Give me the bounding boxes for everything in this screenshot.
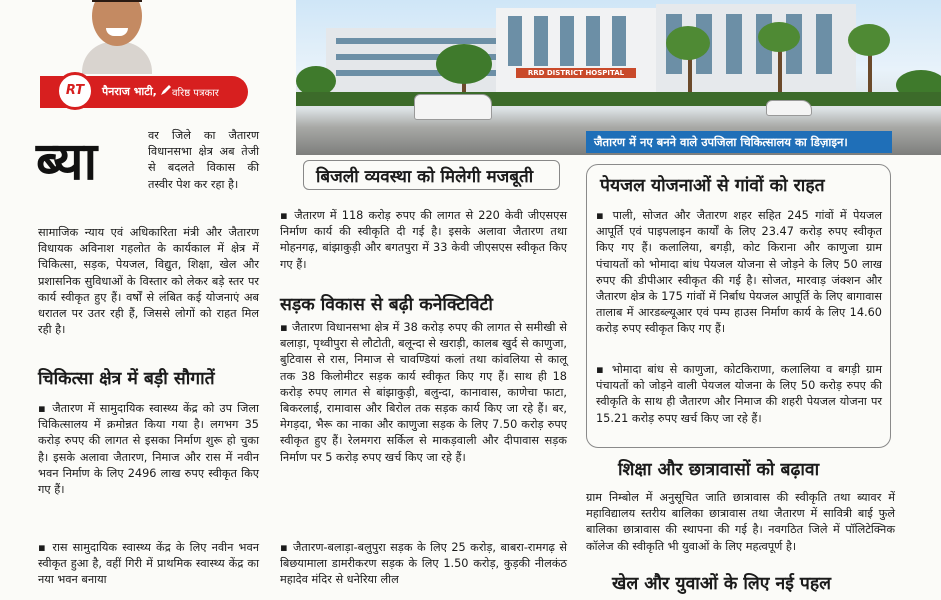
shiksha-heading: शिक्षा और छात्रावासों को बढ़ावा (618, 460, 820, 480)
hospital-sign: RRD DISTRICT HOSPITAL (516, 68, 636, 78)
reporter-photo (82, 0, 152, 74)
pen-icon (160, 84, 172, 96)
chikitsa-paragraph-1: ▪ जैतारण में सामुदायिक स्वास्थ्य केंद्र को उप जिला चिकित्सालय में क्रमोन्नत किया गया है। लगभग 35 करोड़ रुपए की लागत से इसका निर्माण शुरू हो चुका है। इसके अलावा जैतारण, निमाज और रास में नवीन भवन निर्माण के लिए 2496 लाख रुपए स्वीकृत किए गए हैं। (38, 402, 259, 497)
khel-heading: खेल और युवाओं के लिए नई पहल (612, 574, 832, 594)
chikitsa-heading: चिकित्सा क्षेत्र में बड़ी सौगातें (38, 369, 215, 389)
publication-logo: RT (56, 72, 94, 110)
bijli-paragraph: ▪ जैतारण में 118 करोड़ रुपए की लागत से 220 केवी जीएसएस निर्माण कार्य की स्वीकृति दी गई है। इसके अलावा जैतारण तथा मोहनगढ़, बांझाकुड़ी और बगतपुरा में 33 केवी जीएसएस स्वीकृत किए गए हैं। (280, 209, 567, 271)
shiksha-paragraph: ग्राम निम्बोल में अनुसूचित जाति छात्रावास की स्वीकृति तथा ब्यावर में महाविद्यालय स्तरीय बालिका छात्रावास तथा जैतारण में सावित्री बाई फुले बालिका छात्रावास की स्थापना की गई है। नवगठित जिले में पॉलिटेक्निक कॉलेज की स्वीकृति भी युवाओं के लिए महत्वपूर्ण है। (586, 491, 895, 553)
peyjal-heading: पेयजल योजनाओं से गांवों को राहत (600, 176, 825, 196)
reporter-name: पैनराज भाटी, (102, 85, 157, 98)
lead-paragraph-rest: सामाजिक न्याय एवं अधिकारिता मंत्री और जैतारण विधायक अविनाश गहलोत के कार्यकाल में क्षेत्र में चिकित्सा, सड़क, पेयजल, विद्युत, शिक्षा, खेल और प्रशासनिक सुविधाओं के विस्तार को लेकर बड़े स्तर पर कार्य स्वीकृत हुए हैं। वर्षों से लंबित कई योजनाएं अब धरातल पर उतर रही हैं, जिससे लोगों को राहत मिल रही है। (38, 226, 259, 337)
dropcap: ब्या (36, 131, 98, 192)
sadak-heading: सड़क विकास से बढ़ी कनेक्टिविटी (280, 295, 493, 315)
sadak-paragraph-2: ▪ जैतारण-बलाड़ा-बलुपुरा सड़क के लिए 25 करोड़, बाबरा-रामगढ़ से बिछयामाला डामरीकरण सड़क के लिए 1.50 करोड़, कुड़की नीलकंठ महादेव मंदिर से धनेरिया लील (280, 541, 567, 587)
photo-caption: जैतारण में नए बनने वाले उपजिला चिकित्सालय का डिज़ाइन। (586, 131, 892, 153)
lead-paragraph-start: वर जिले का जैतारण विधानसभा क्षेत्र अब तेजी से बदलते विकास की तस्वीर पेश कर रहा है। (148, 129, 259, 191)
peyjal-paragraph-1: ▪ पाली, सोजत और जैतारण शहर सहित 245 गांवों में पेयजल आपूर्ति एवं पाइपलाइन कार्यों के लिए 23.47 करोड़ रुपए स्वीकृत किए गए हैं। कलालिया, बगड़ी, कोट किराना और काणुजा ग्राम पंचायतों को भोमादा बांध पेयजल योजना से जोड़ने के लिए 50 लाख रुपए की डीपीआर स्वीकृत की गई है। सोजत, मारवाड़ जंक्शन और जैतारण क्षेत्र के 175 गांवों में निर्बाध पेयजल आपूर्ति के लिए बागावास तालाब में आरडब्ल्यूआर एवं पम्प हाउस निर्माण कार्य के लिए 14.60 करोड़ रुपए स्वीकृत किए गए हैं। (596, 209, 882, 336)
peyjal-paragraph-2: ▪ भोमादा बांध से काणुजा, कोटकिराणा, कलालिया व बगड़ी ग्राम पंचायतों को जोड़ने वाली पेयजल योजना के लिए 50 करोड़ रुपए की स्वीकृति के साथ ही जैतारण और निमाज की शहरी पेयजल योजना पर 15.21 करोड़ रुपए खर्च किए जा रहे हैं। (596, 363, 882, 425)
chikitsa-paragraph-2: ▪ रास सामुदायिक स्वास्थ्य केंद्र के लिए नवीन भवन स्वीकृत हुआ है, वहीं गिरी में प्राथमिक स्वास्थ्य केंद्र का नया भवन बनाया (38, 541, 259, 587)
sadak-paragraph-1: ▪ जैतारण विधानसभा क्षेत्र में 38 करोड़ रुपए की लागत से समीखी से बलाड़ा, पृथ्वीपुरा से लौटोती, बलून्दा से खराड़ी, कालब खुर्द से काणुजा, बुटिवास से रास, निमाज से चावण्डियां कलां तथा कांवलिया से कालू तक 38 किलोमीटर सड़क कार्य स्वीकृत किए गए हैं। साथ ही 18 करोड़ रुपए लागत से बांझाकुड़ी, बलुन्दा, कानावास, काणेचा फाटा, बिकरलाई, रामावास और बिरोल तक सड़क कार्य किए जा रहे हैं। बर, मेगड़दा, भैरू का नाका और काणुजा सड़क के लिए 7.50 करोड़ रुपए स्वीकृत हुए हैं। रेलमगरा सर्किल से माकड़वाली और दीपावास सड़क निर्माण पर 5 करोड़ रुपए खर्च किए जा रहे हैं। (280, 321, 567, 464)
reporter-role: वरिष्ठ पत्रकार (172, 88, 219, 99)
bijli-heading: बिजली व्यवस्था को मिलेगी मजबूती (316, 167, 534, 187)
